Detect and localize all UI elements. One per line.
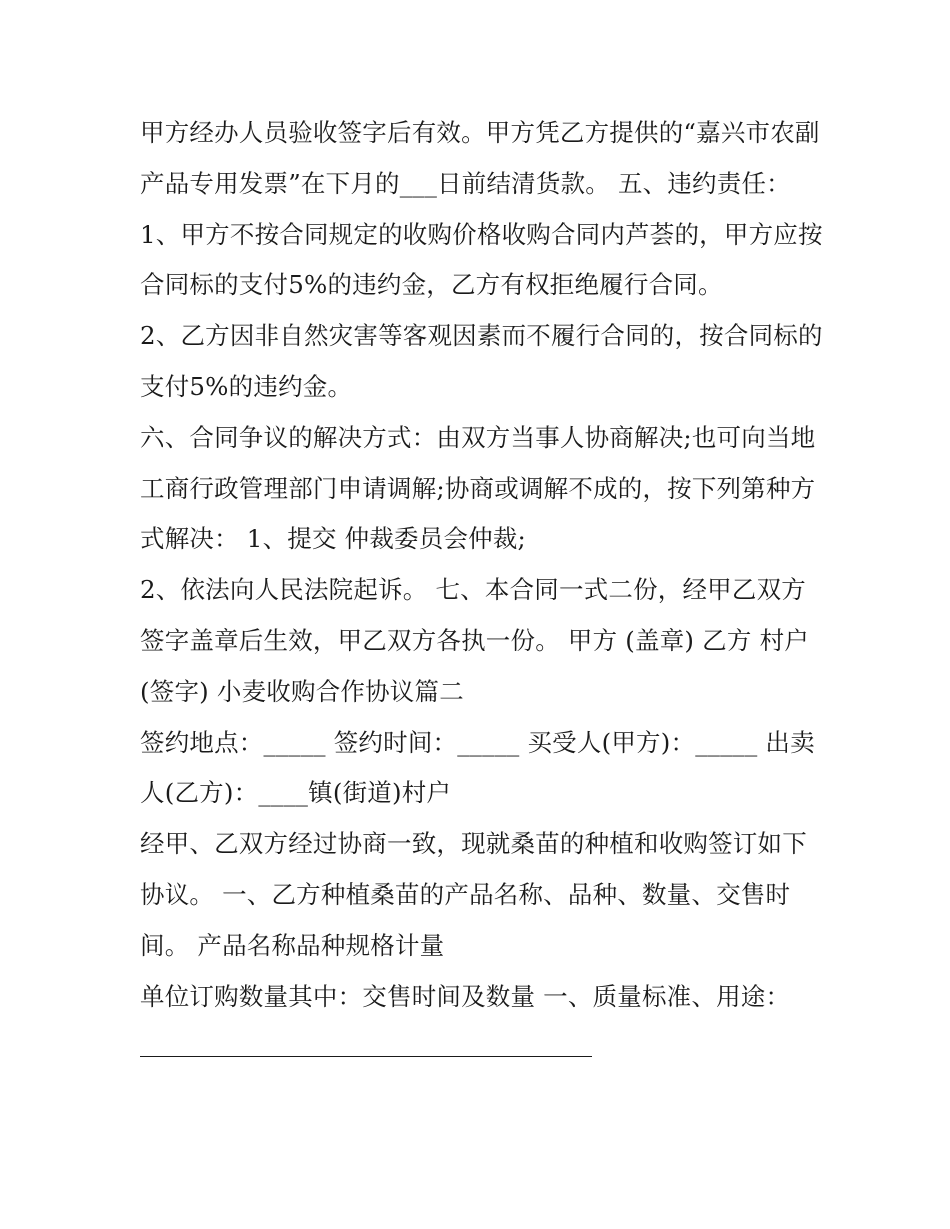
paragraph-quantity-quality: 单位订购数量其中：交售时间及数量 一、质量标准、用途： xyxy=(140,981,791,1011)
paragraph-payment-terms: 甲方经办人员验收签字后有效。甲方凭乙方提供的“嘉兴市农副产品专用发票”在下月的___日前结清货款。 五、违约责任： xyxy=(140,118,820,198)
document-body xyxy=(140,108,830,1057)
paragraph-dispute-resolution: 六、合同争议的解决方式：由双方当事人协商解决;也可向当地工商行政管理部门申请调解;协商或调解不成的，按下列第种方式解决： 1、提交 仲裁委员会仲裁; xyxy=(140,422,816,554)
paragraph-breach-clause-1: 1、甲方不按合同规定的收购价格收购合同内芦荟的，甲方应按合同标的支付5%的违约金，乙方有权拒绝履行合同。 xyxy=(140,219,823,300)
blank-fill-line xyxy=(140,1056,592,1057)
paragraph-breach-clause-2: 2、乙方因非自然灾害等客观因素而不履行合同的，按合同标的支付5%的违约金。 xyxy=(140,321,823,401)
paragraph-litigation-and-signatures: 2、依法向人民法院起诉。 七、本合同一式二份，经甲乙双方签字盖章后生效，甲乙双方各执一份。 甲方 (盖章) 乙方 村户(签字) 小麦收购合作协议篇二 xyxy=(140,575,809,706)
paragraph-signing-info: 签约地点：_____ 签约时间：_____ 买受人(甲方)：_____ 出卖人(乙方)：____镇(街道)村户 xyxy=(140,727,815,808)
paragraph-agreement-intro: 经甲、乙双方经过协商一致，现就桑苗的种植和收购签订如下协议。 一、乙方种植桑苗的产品名称、品种、数量、交售时间。 产品名称品种规格计量 xyxy=(140,829,807,960)
